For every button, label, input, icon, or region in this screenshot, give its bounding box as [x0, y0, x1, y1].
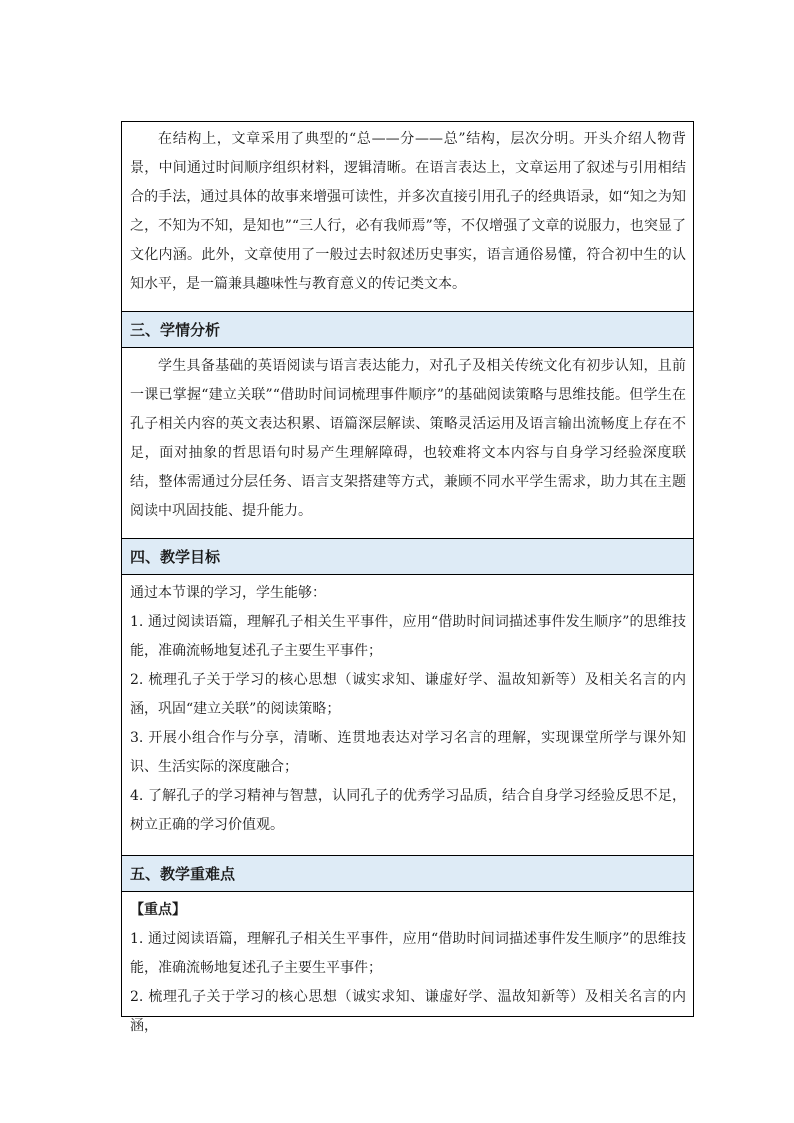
key-points-label: 【重点】	[130, 902, 186, 918]
learner-analysis-cell	[122, 348, 693, 539]
key-points-cell	[122, 892, 693, 1034]
objective-item: 1. 通过阅读语篇，理解孔子相关生平事件，应用“借助时间词描述事件发生顺序”的思维技能，准确流畅地复述孔子主要生平事件；	[130, 614, 686, 659]
learner-analysis-paragraph: 学生具备基础的英语阅读与语言表达能力，对孔子及相关传统文化有初步认知，且前一课已掌握“建立关联”“借助时间词梳理事件顺序”的基础阅读策略与思维技能。但学生在孔子相关内容的英文表达积累、语篇深层解读、策略灵活运用及语言输出流畅度上存在不足，面对抽象的哲思语句时易产生理解障碍，也较难将文本内容与自身学习经验深度联结，整体需通过分层任务、语言支架搭建等方式，兼顾不同水平学生需求，助力其在主题阅读中巩固技能、提升能力。	[130, 358, 686, 519]
objectives-intro: 通过本节课的学习，学生能够：	[130, 585, 326, 601]
key-point-item: 2. 梳理孔子关于学习的核心思想（诚实求知、谦虚好学、温故知新等）及相关名言的内涵，	[130, 989, 686, 1034]
key-point-item: 1. 通过阅读语篇，理解孔子相关生平事件，应用“借助时间词描述事件发生顺序”的思维技能，准确流畅地复述孔子主要生平事件；	[130, 931, 686, 976]
section-header-key-points: 五、教学重难点	[122, 856, 693, 892]
objective-item: 3. 开展小组合作与分享，清晰、连贯地表达对学习名言的理解，实现课堂所学与课外知识、生活实际的深度融合；	[130, 730, 686, 775]
text-analysis-cell	[122, 122, 693, 312]
section-header-objectives: 四、教学目标	[122, 539, 693, 575]
objective-item: 4. 了解孔子的学习精神与智慧，认同孔子的优秀学习品质，结合自身学习经验反思不足，树立正确的学习价值观。	[130, 788, 686, 833]
objectives-cell	[122, 575, 693, 856]
section-header-learner-analysis: 三、学情分析	[122, 312, 693, 348]
objective-item: 2. 梳理孔子关于学习的核心思想（诚实求知、谦虚好学、温故知新等）及相关名言的内涵，巩固“建立关联”的阅读策略；	[130, 672, 686, 717]
lesson-plan-table	[121, 121, 694, 1034]
structure-paragraph: 在结构上，文章采用了典型的“总——分——总”结构，层次分明。开头介绍人物背景，中间通过时间顺序组织材料，逻辑清晰。在语言表达上，文章运用了叙述与引用相结合的手法，通过具体的故事来增强可读性，并多次直接引用孔子的经典语录，如“知之为知之，不知为不知，是知也”“三人行，必有我师焉”等，不仅增强了文章的说服力，也突显了文化内涵。此外，文章使用了一般过去时叙述历史事实，语言通俗易懂，符合初中生的认知水平，是一篇兼具趣味性与教育意义的传记类文本。	[130, 131, 686, 292]
